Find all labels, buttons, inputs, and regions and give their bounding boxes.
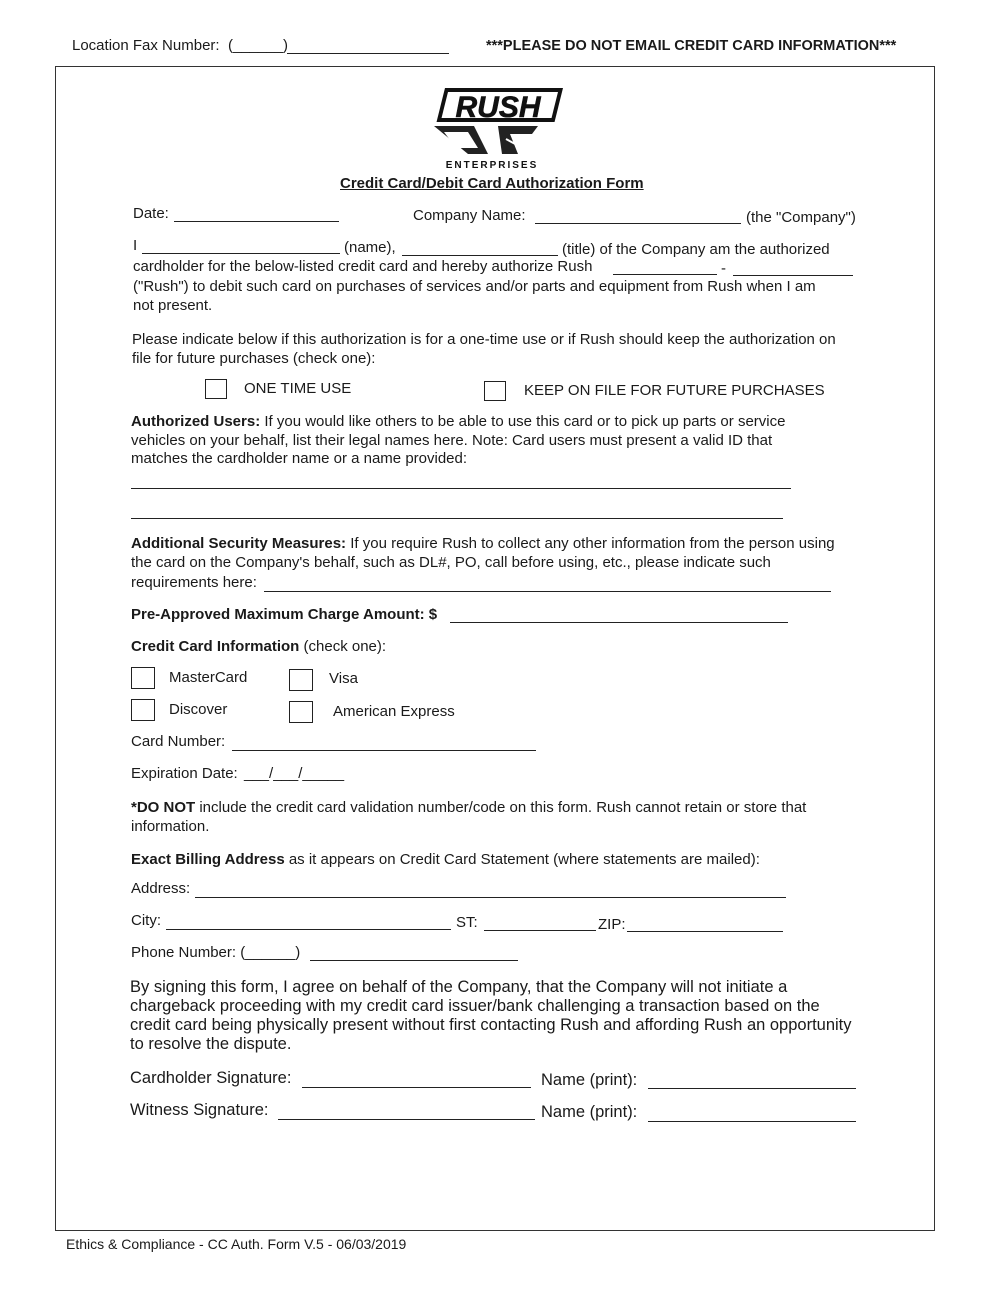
auth-name-label: (name), bbox=[344, 239, 396, 256]
auth-title-field[interactable] bbox=[402, 255, 558, 256]
auth-line2: cardholder for the below-listed credit card and hereby authorize Rush bbox=[133, 258, 593, 275]
auth-dash: - bbox=[721, 260, 726, 277]
security-text bbox=[131, 535, 846, 572]
visa-label: Visa bbox=[329, 670, 358, 687]
amex-checkbox[interactable] bbox=[289, 701, 313, 723]
cardholder-signature-field[interactable] bbox=[302, 1087, 531, 1088]
authorized-users-text bbox=[131, 413, 831, 469]
security-requirements-field[interactable] bbox=[264, 591, 831, 592]
security-heading: Additional Security Measures: bbox=[131, 535, 347, 552]
phone-field[interactable] bbox=[310, 960, 518, 961]
auth-i: I bbox=[133, 237, 138, 254]
do-not-body: include the credit card validation number/code on this form. Rush cannot retain or store that information. bbox=[131, 799, 807, 835]
one-time-label: ONE TIME USE bbox=[244, 380, 352, 397]
logo-brand-text: RUSH bbox=[455, 91, 541, 124]
auth-line3: ("Rush") to debit such card on purchases of services and/or parts and equipment from Rush when I am bbox=[133, 278, 816, 295]
cardholder-name-field[interactable] bbox=[648, 1088, 856, 1089]
date-field[interactable] bbox=[174, 221, 339, 222]
auth-line4: not present. bbox=[133, 297, 213, 314]
phone-label: Phone Number: (______) bbox=[131, 944, 301, 961]
footer-version: Ethics & Compliance - CC Auth. Form V.5 - 06/03/2019 bbox=[66, 1236, 407, 1252]
keep-on-file-checkbox[interactable] bbox=[484, 381, 506, 401]
witness-signature-field[interactable] bbox=[278, 1119, 535, 1120]
zip-label: ZIP: bbox=[598, 916, 626, 933]
do-not-bold: *DO NOT bbox=[131, 799, 196, 816]
do-not-note bbox=[131, 799, 846, 836]
indicate-text: Please indicate below if this authorization is for a one-time use or if Rush should keep the authorization on file for future purchases (check one): bbox=[132, 331, 836, 367]
authorized-users-heading: Authorized Users: bbox=[131, 413, 261, 430]
card-number-label: Card Number: bbox=[131, 733, 226, 750]
security-requirements-label: requirements here: bbox=[131, 574, 257, 591]
mastercard-label: MasterCard bbox=[169, 669, 248, 686]
agreement-text: By signing this form, I agree on behalf of the Company, that the Company will not initiate a chargeback proceeding with my credit card issuer/bank challenging a transaction based on the credit card being physically present without first contacting Rush and affording Rush an opportunity to resolve the dispute. bbox=[130, 978, 852, 1053]
cardholder-signature-label: Cardholder Signature: bbox=[130, 1069, 292, 1087]
auth-name-field[interactable] bbox=[142, 253, 340, 254]
authorized-users-line-2[interactable] bbox=[131, 518, 783, 519]
cc-info-note: (check one): bbox=[299, 638, 387, 655]
cardholder-name-label: Name (print): bbox=[541, 1071, 638, 1089]
one-time-checkbox[interactable] bbox=[205, 379, 227, 399]
form-title: Credit Card/Debit Card Authorization Form bbox=[340, 175, 644, 192]
billing-heading bbox=[131, 851, 760, 868]
city-field[interactable] bbox=[166, 929, 451, 930]
rush-location-field[interactable] bbox=[613, 274, 717, 275]
billing-bold: Exact Billing Address bbox=[131, 851, 285, 868]
authorized-users-body: If you would like others to be able to use this card or to pick up parts or service vehicles on your behalf, list their legal names here. Note: Card users must present a valid ID that matches the cardholder name or a name provided: bbox=[131, 413, 786, 467]
keep-on-file-label: KEEP ON FILE FOR FUTURE PURCHASES bbox=[524, 382, 825, 399]
company-suffix: (the "Company") bbox=[746, 209, 856, 226]
witness-name-label: Name (print): bbox=[541, 1103, 638, 1121]
witness-name-field[interactable] bbox=[648, 1121, 856, 1122]
auth-title-label: (title) of the Company am the authorized bbox=[562, 241, 830, 258]
address-label: Address: bbox=[131, 880, 191, 897]
rush-logo bbox=[428, 84, 568, 174]
date-label: Date: bbox=[133, 205, 169, 222]
preapproved-amount-field[interactable] bbox=[450, 622, 788, 623]
fax-area-code: (______) bbox=[228, 37, 289, 54]
card-number-field[interactable] bbox=[232, 750, 536, 751]
security-body: If you require Rush to collect any other information from the person using the card on the Company's behalf, such as DL#, PO, call before using, etc., please indicate such bbox=[131, 535, 835, 571]
mastercard-checkbox[interactable] bbox=[131, 667, 155, 689]
discover-checkbox[interactable] bbox=[131, 699, 155, 721]
witness-signature-label: Witness Signature: bbox=[130, 1101, 269, 1119]
cc-info-bold: Credit Card Information bbox=[131, 638, 300, 655]
company-field[interactable] bbox=[535, 223, 741, 224]
discover-label: Discover bbox=[169, 701, 228, 718]
rush-store-field[interactable] bbox=[733, 275, 853, 276]
st-field[interactable] bbox=[484, 930, 596, 931]
logo-sub-text: ENTERPRISES bbox=[445, 160, 539, 171]
amex-label: American Express bbox=[333, 703, 455, 720]
email-warning: ***PLEASE DO NOT EMAIL CREDIT CARD INFORMATION*** bbox=[486, 38, 897, 54]
fax-number-line[interactable] bbox=[287, 53, 449, 54]
company-label: Company Name: bbox=[413, 207, 526, 224]
billing-note: as it appears on Credit Card Statement (where statements are mailed): bbox=[284, 851, 760, 868]
cc-info-heading bbox=[131, 638, 386, 655]
preapproved-label: Pre-Approved Maximum Charge Amount: $ bbox=[131, 606, 438, 623]
fax-label: Location Fax Number: bbox=[72, 37, 220, 54]
expiration-label: Expiration Date: bbox=[131, 765, 238, 782]
zip-field[interactable] bbox=[627, 931, 783, 932]
authorized-users-line-1[interactable] bbox=[131, 488, 791, 489]
expiration-field[interactable]: ___/___/_____ bbox=[244, 765, 345, 782]
st-label: ST: bbox=[456, 914, 478, 931]
address-field[interactable] bbox=[195, 897, 786, 898]
city-label: City: bbox=[131, 912, 161, 929]
visa-checkbox[interactable] bbox=[289, 669, 313, 691]
